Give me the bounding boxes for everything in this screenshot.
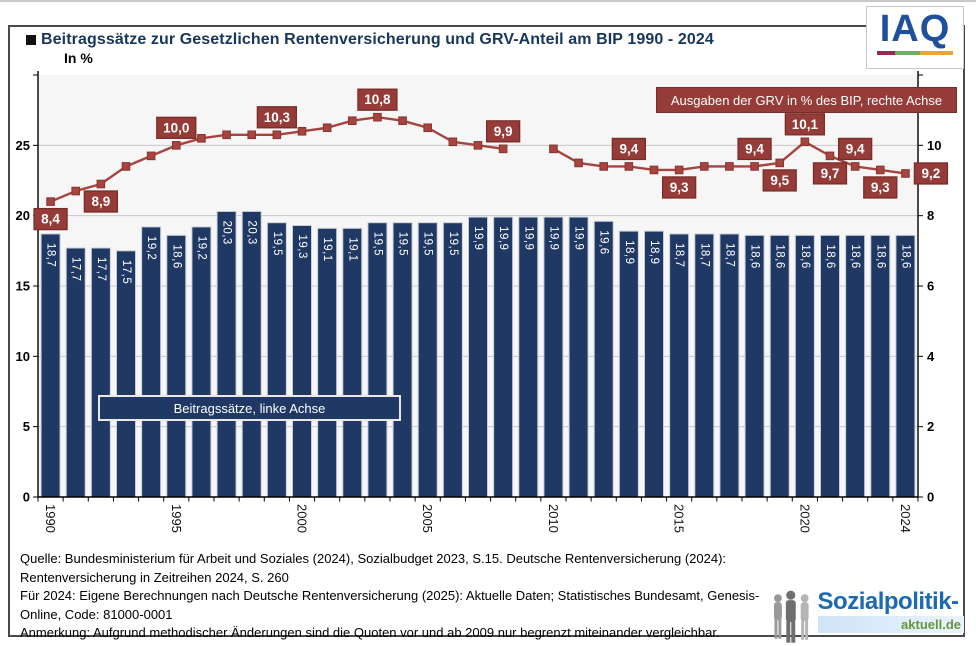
bar-label-2011: 19,9 xyxy=(572,226,585,251)
bar-label-2001: 19,1 xyxy=(321,237,334,262)
x-axis-label-1990: 1990 xyxy=(43,504,59,533)
x-axis-label-2005: 2005 xyxy=(420,504,436,533)
left-axis-label-25: 25 xyxy=(15,137,30,153)
line-marker-2017 xyxy=(726,163,734,171)
line-marker-2016 xyxy=(700,163,708,171)
people-silhouettes-icon xyxy=(770,589,816,643)
bar-label-2004: 19,5 xyxy=(396,231,409,257)
bar-2021 xyxy=(821,235,840,497)
line-marker-1993 xyxy=(122,163,130,171)
line-marker-2023 xyxy=(876,166,884,174)
line-value-label-2020: 10,1 xyxy=(791,116,818,132)
line-marker-2006 xyxy=(449,138,457,146)
x-axis-label-2015: 2015 xyxy=(671,504,687,533)
bar-label-2016: 18,7 xyxy=(698,242,711,268)
left-axis-label-0: 0 xyxy=(22,489,30,505)
line-marker-2007 xyxy=(474,142,482,150)
right-axis-label-2: 2 xyxy=(927,419,935,435)
bar-label-2013: 18,9 xyxy=(622,240,635,265)
title-bullet-icon xyxy=(26,35,36,45)
bar-label-1991: 17,7 xyxy=(69,257,82,282)
left-axis-label-10: 10 xyxy=(15,348,30,364)
iaq-underline-segment-green xyxy=(895,51,920,55)
title-row xyxy=(26,31,714,49)
bar-label-2018: 18,6 xyxy=(748,244,761,269)
line-marker-2018 xyxy=(751,163,759,171)
iaq-underline-segment-orange xyxy=(920,51,953,55)
bar-label-2000: 19,3 xyxy=(296,234,308,259)
bar-label-2023: 18,6 xyxy=(874,244,887,269)
bar-label-2015: 18,7 xyxy=(673,242,686,268)
x-axis-label-2010: 2010 xyxy=(545,504,561,533)
line-marker-2021 xyxy=(826,152,834,160)
line-value-label-2008: 9,9 xyxy=(493,123,513,139)
x-axis-label-2020: 2020 xyxy=(797,504,813,533)
bar-1995 xyxy=(167,235,186,497)
line-value-label-2022: 9,4 xyxy=(845,141,865,157)
right-axis-label-0: 0 xyxy=(927,489,935,505)
line-marker-2019 xyxy=(776,159,784,167)
line-marker-1999 xyxy=(273,131,281,139)
left-axis-label-20: 20 xyxy=(15,208,30,224)
line-marker-2022 xyxy=(851,163,859,171)
bar-2019 xyxy=(770,235,789,497)
bar-2022 xyxy=(846,235,865,497)
bar-1997 xyxy=(217,211,236,497)
line-value-label-1999: 10,3 xyxy=(263,109,290,125)
bar-label-2019: 18,6 xyxy=(773,244,786,269)
bar-2004 xyxy=(393,223,412,497)
right-axis-label-4: 4 xyxy=(927,348,935,364)
line-value-label-2018: 9,4 xyxy=(745,141,764,157)
line-marker-2012 xyxy=(600,163,608,171)
legend-bar-series: Beitragssätze, linke Achse xyxy=(98,395,401,421)
line-value-label-2015: 9,3 xyxy=(669,179,689,195)
source-line: Online, Code: 81000-0001 xyxy=(20,606,173,622)
right-axis-label-10: 10 xyxy=(927,137,942,153)
bar-label-1994: 19,2 xyxy=(145,235,158,261)
sozialpolitik-logo-band xyxy=(818,616,964,633)
line-marker-2014 xyxy=(650,166,658,174)
right-axis-label-6: 6 xyxy=(927,278,935,294)
bar-2011 xyxy=(569,217,588,497)
line-marker-2001 xyxy=(323,124,331,132)
x-axis-label-2024: 2024 xyxy=(897,504,913,533)
line-marker-1991 xyxy=(72,187,80,195)
sozialpolitik-logo-subtext: aktuell.de xyxy=(901,617,961,632)
bar-2009 xyxy=(519,217,538,497)
line-marker-1995 xyxy=(172,142,180,150)
sozialpolitik-logo-text: Sozialpolitik- xyxy=(817,588,959,615)
line-marker-2024 xyxy=(902,170,910,178)
bar-label-2002: 19,1 xyxy=(346,237,359,262)
line-marker-2000 xyxy=(298,127,306,135)
axis-unit-label: In % xyxy=(64,50,93,66)
bar-label-1990: 18,7 xyxy=(44,242,57,268)
line-marker-2013 xyxy=(625,163,633,171)
line-value-label-2023: 9,3 xyxy=(870,179,890,195)
line-marker-2020 xyxy=(801,138,809,146)
bar-label-1997: 20,3 xyxy=(220,220,233,245)
bar-2007 xyxy=(469,217,488,497)
bar-2003 xyxy=(368,223,387,497)
bar-1996 xyxy=(192,227,211,497)
source-line: Quelle: Bundesministerium für Arbeit und Soziales (2024), Sozialbudget 2023, S.15. Deutsche Rentenversicherung (2024): xyxy=(20,551,727,566)
line-marker-2005 xyxy=(424,124,432,132)
legend-line-series: Ausgaben der GRV in % des BIP, rechte Achse xyxy=(656,87,957,113)
page-title: Beitragssätze zur Gesetzlichen Rentenversicherung und GRV-Anteil am BIP 1990 - 2024 xyxy=(41,31,714,48)
bar-label-2003: 19,5 xyxy=(371,231,384,257)
bar-label-2007: 19,9 xyxy=(472,226,484,251)
bar-2017 xyxy=(720,234,739,497)
bar-label-1996: 19,2 xyxy=(195,235,208,261)
line-marker-2010 xyxy=(550,145,558,153)
bar-2024 xyxy=(896,235,915,497)
line-marker-2002 xyxy=(348,117,356,125)
bar-label-2010: 19,9 xyxy=(547,226,560,251)
bar-label-1992: 17,7 xyxy=(94,257,107,282)
bar-2013 xyxy=(619,231,638,497)
iaq-underline-segment-red xyxy=(877,51,895,55)
bar-label-2014: 18,9 xyxy=(648,240,660,265)
bar-1990 xyxy=(41,234,60,497)
bar-2020 xyxy=(795,235,814,497)
line-value-label-2024: 9,2 xyxy=(921,165,941,181)
bar-1994 xyxy=(142,227,161,497)
x-axis-label-2000: 2000 xyxy=(294,504,310,533)
bar-label-1999: 19,5 xyxy=(270,231,283,257)
bar-label-1993: 17,5 xyxy=(120,259,132,285)
line-marker-2008 xyxy=(499,145,507,153)
line-value-label-2013: 9,4 xyxy=(619,141,639,157)
line-marker-2011 xyxy=(575,159,583,167)
bar-2006 xyxy=(443,223,462,497)
bar-label-2024: 18,6 xyxy=(899,244,912,269)
line-value-label-2021: 9,7 xyxy=(820,165,840,181)
source-line: Für 2024: Eigene Berechnungen nach Deutsche Rentenversicherung (2025): Aktuelle Daten; Statistisches Bundesamt, Genesis- xyxy=(20,588,760,604)
x-axis-label-1995: 1995 xyxy=(168,504,184,533)
line-value-label-1992: 8,9 xyxy=(91,194,111,210)
line-marker-1996 xyxy=(198,135,206,143)
iaq-logo-text: IAQ xyxy=(879,8,951,50)
line-marker-1998 xyxy=(248,131,256,139)
left-axis-label-15: 15 xyxy=(15,278,30,294)
bar-1999 xyxy=(267,223,286,497)
bar-1998 xyxy=(242,211,261,497)
bar-label-1998: 20,3 xyxy=(245,220,258,245)
bar-2018 xyxy=(745,235,764,497)
bar-label-2009: 19,9 xyxy=(522,226,535,251)
bar-1991 xyxy=(66,248,85,497)
bar-1992 xyxy=(91,248,110,497)
bar-label-1995: 18,6 xyxy=(170,244,183,269)
source-line: Rentenversicherung in Zeitreihen 2024, S. 260 xyxy=(20,569,289,585)
bar-2008 xyxy=(494,217,513,497)
bar-2016 xyxy=(695,234,714,497)
line-marker-1994 xyxy=(147,152,155,160)
bar-2005 xyxy=(418,223,437,497)
bar-label-2022: 18,6 xyxy=(849,244,862,269)
line-value-label-2019: 9,5 xyxy=(770,172,790,188)
line-value-label-1990: 8,4 xyxy=(41,211,60,227)
bar-2002 xyxy=(343,228,362,497)
line-marker-2004 xyxy=(399,117,407,125)
bar-2014 xyxy=(645,231,664,497)
bar-2001 xyxy=(318,228,337,497)
annotation-line: Anmerkung: Aufgrund methodischer Änderungen sind die Quoten vor und ab 2009 nur begrenzt miteinander vergleichbar. xyxy=(20,625,720,641)
bar-2015 xyxy=(670,234,689,497)
bar-label-2020: 18,6 xyxy=(798,244,811,269)
source-note xyxy=(20,550,759,643)
bar-2012 xyxy=(594,221,613,497)
bar-1993 xyxy=(117,251,136,497)
line-marker-1992 xyxy=(97,180,105,188)
sozialpolitik-logo xyxy=(770,589,964,643)
line-marker-1990 xyxy=(47,198,55,206)
line-value-label-2003: 10,8 xyxy=(364,92,391,108)
line-marker-1997 xyxy=(223,131,231,139)
bar-label-2006: 19,5 xyxy=(446,231,459,257)
line-value-label-1995: 10,0 xyxy=(163,120,190,136)
iaq-logo-underline xyxy=(877,51,953,55)
bar-2000 xyxy=(293,226,312,497)
bar-label-2005: 19,5 xyxy=(421,231,434,257)
bar-label-2012: 19,6 xyxy=(597,230,610,255)
bar-label-2008: 19,9 xyxy=(497,226,510,251)
bar-2023 xyxy=(871,235,890,497)
iaq-logo xyxy=(866,6,964,69)
line-marker-2003 xyxy=(374,113,382,121)
bar-label-2021: 18,6 xyxy=(824,244,836,269)
bar-label-2017: 18,7 xyxy=(723,242,736,268)
line-marker-2015 xyxy=(675,166,683,174)
right-axis-label-8: 8 xyxy=(927,208,935,224)
left-axis-label-5: 5 xyxy=(22,419,30,435)
bar-2010 xyxy=(544,217,563,497)
